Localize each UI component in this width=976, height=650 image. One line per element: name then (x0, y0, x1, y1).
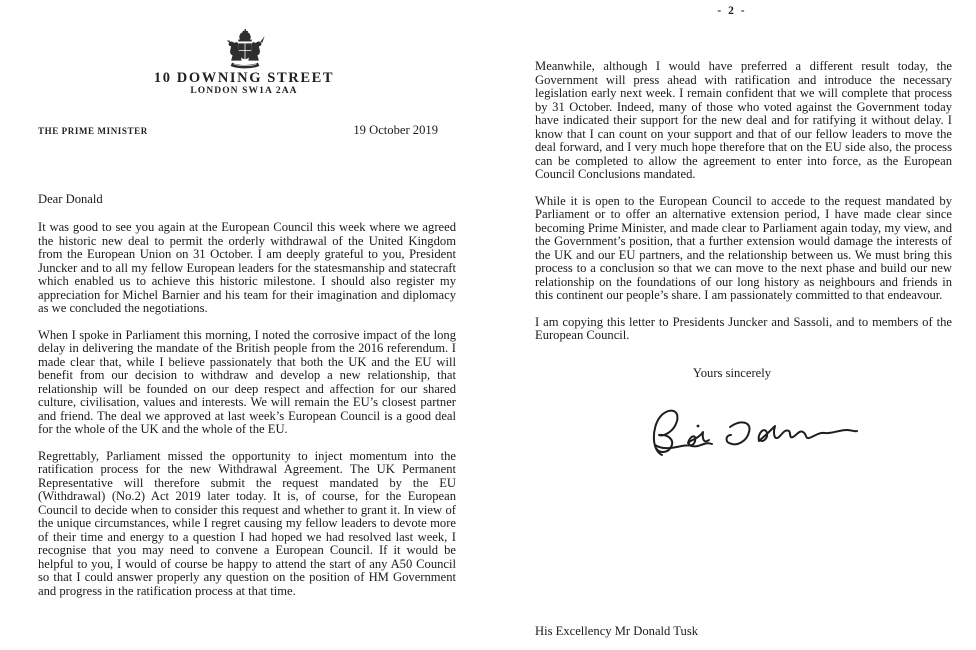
letterhead-address-line2: LONDON SW1A 2AA (190, 86, 298, 96)
boris-johnson-signature (646, 397, 861, 469)
page-number: - 2 - (717, 5, 747, 17)
letter-paragraph: Regrettably, Parliament missed the opportunity to inject momentum into the ratification process for the new Withdrawal Agreement. The UK Permanent Representative will therefore submit the request mandated by the EU (Withdrawal) (No.2) Act 2019 later today. It is, of course, for the European Council to decide when to consider this request and whether to grant it. In view of the unique circumstances, while I regret causing my fellow leaders to devote more of their time and energy to a question I had hoped we had resolved last week, I recognise that you may need to convene a European Council. If it would be helpful to you, I would of course be happy to attend the start of any A50 Council so that I could answer properly any question on the position of HM Government and progress in the ratification process at that time. (38, 448, 456, 598)
closing-line: Yours sincerely (692, 366, 772, 380)
letterhead-address-line1: 10 DOWNING STREET (153, 70, 335, 86)
sender-title: THE PRIME MINISTER (38, 126, 148, 136)
letter-paragraph: I am copying this letter to Presidents Juncker and Sassoli, and to members of the European Council. (535, 314, 952, 342)
letter-paragraph: When I spoke in Parliament this morning, I noted the corrosive impact of the long delay in delivering the mandate of the British people from the 2016 referendum. I made clear that, while I believe passionately that both the UK and the EU will benefit from our decision to withdraw and develop a new relationship, that relationship will be founded on our deep respect and affection for our shared culture, civilisation, values and interests. We will remain the EU’s closest partner and friend. The deal we approved at last week’s European Council is a good deal for the whole of the UK and the whole of the EU. (38, 327, 456, 436)
page2-body (535, 60, 952, 356)
letter-paragraph: It was good to see you again at the European Council this week where we agreed the historic new deal to permit the orderly withdrawal of the United Kingdom from the European Union on 31 October. I am deeply grateful to you, President Juncker and to all my fellow European leaders for the statesmanship and statecraft which enabled us to achieve this historic milestone. I should also register my appreciation for Michel Barnier and his team for their imagination and diplomacy as we concluded the negotiations. (38, 220, 456, 315)
letter-date: 19 October 2019 (353, 123, 438, 137)
letter-page-2 (488, 0, 976, 650)
letter-paragraph: Meanwhile, although I would have preferred a different result today, the Government will press ahead with ratification and introduce the necessary legislation early next week. I remain confident that we will complete that process by 31 October. Indeed, many of those who voted against the Government today have indicated their support for the new deal and for ratifying it without delay. I know that I can count on your support and that of our fellow leaders to move the deal forward, and I very much hope therefore that on the EU side also, the process can be completed to allow the agreement to enter into force, as the European Council Conclusions mandated. (535, 59, 952, 181)
salutation: Dear Donald (38, 192, 103, 206)
page1-body (38, 221, 456, 611)
letter-paragraph: While it is open to the European Council to accede to the request mandated by Parliament or to offer an alternative extension period, I have made clear since becoming Prime Minister, and made clear to Parliament again today, my view, and the Government’s position, that a further extension would damage the interests of the UK and our EU partners, and the relationship between us. We must bring this process to a conclusion so that we can move to the next phase and build our new relationship on the foundations of our long history as neighbours and friends in this continent our people’s share. I am passionately committed to that endeavour. (535, 193, 952, 302)
recipient-line: His Excellency Mr Donald Tusk (535, 624, 699, 638)
royal-coat-of-arms-icon (216, 29, 274, 73)
